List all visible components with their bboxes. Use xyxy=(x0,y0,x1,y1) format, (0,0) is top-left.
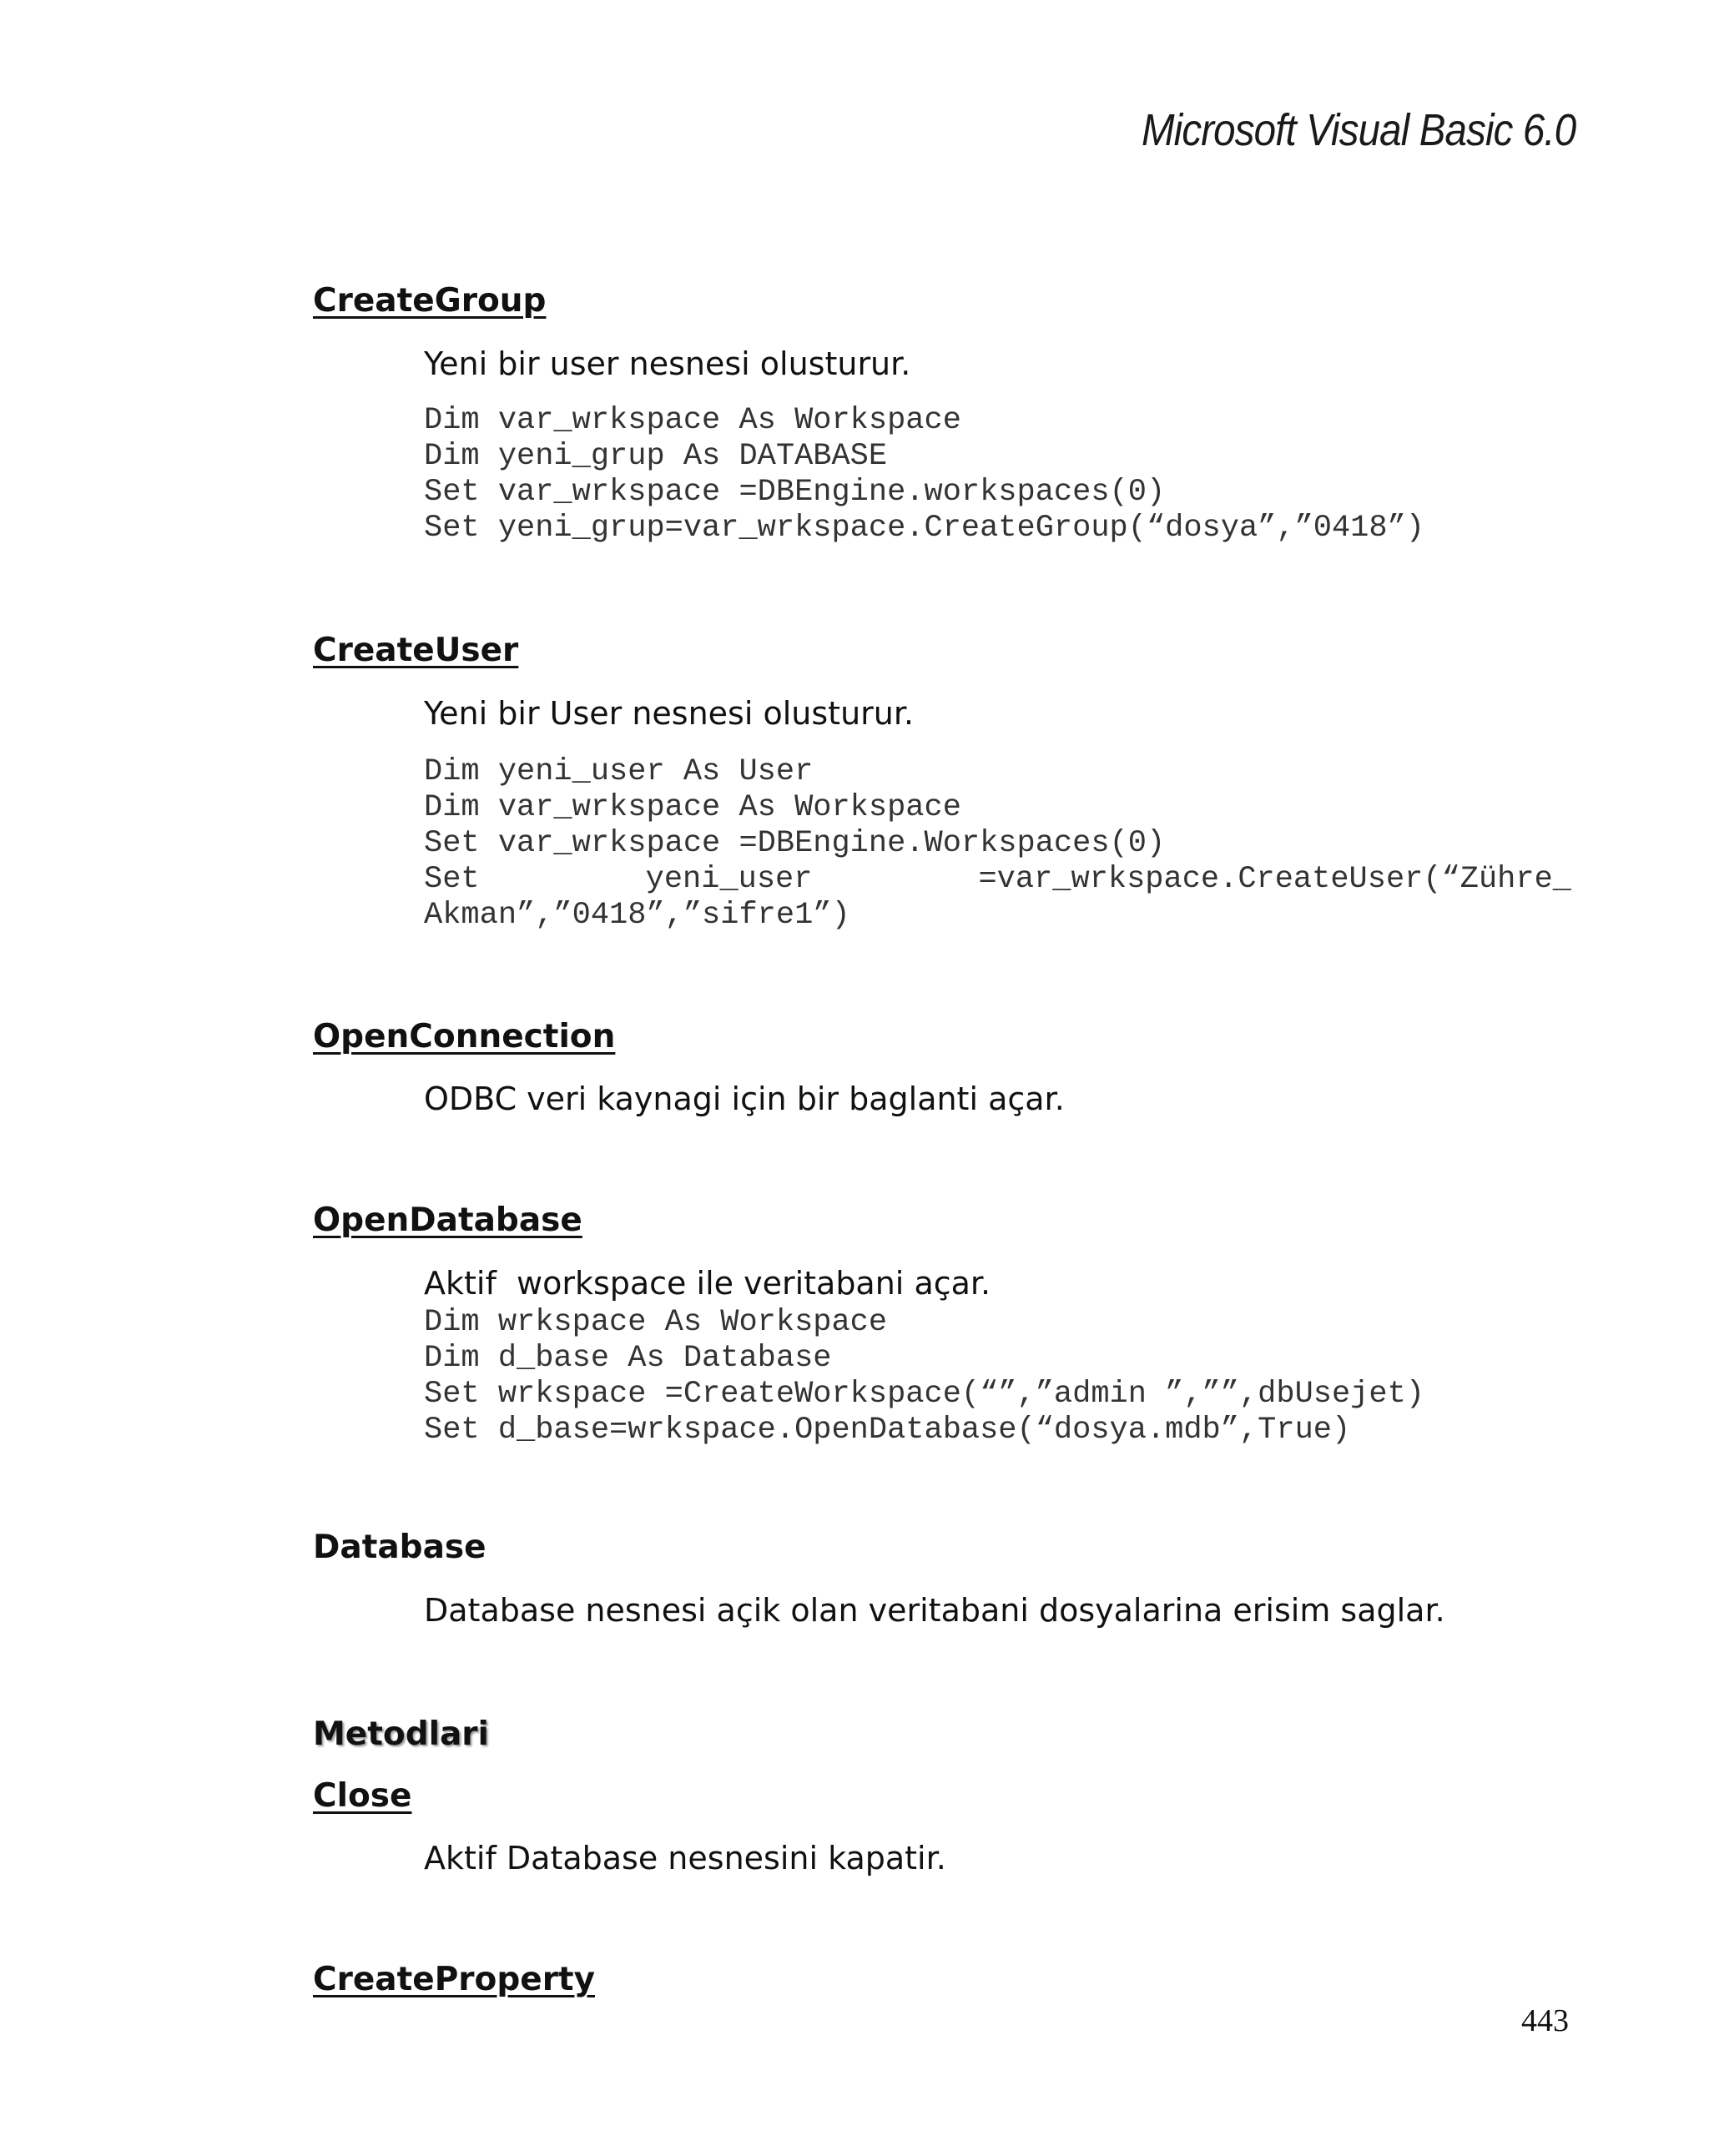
code-line: Dim wrkspace As Workspace xyxy=(424,1305,888,1340)
description-close: Aktif Database nesnesini kapatir. xyxy=(424,1840,946,1876)
heading-database: Database xyxy=(313,1529,486,1566)
code-line: Dim yeni_user As User xyxy=(424,754,814,789)
running-header: Microsoft Visual Basic 6.0 xyxy=(1141,105,1575,155)
description-creategroup: Yeni bir user nesnesi olusturur. xyxy=(424,345,911,382)
code-line: Dim yeni_grup As DATABASE xyxy=(424,439,888,474)
code-line: Dim d_base As Database xyxy=(424,1341,832,1376)
code-line: Akman”,”0418”,”sifre1”) xyxy=(424,898,850,933)
heading-opendatabase: OpenDatabase xyxy=(313,1201,582,1239)
code-token: yeni_user xyxy=(645,862,813,897)
code-line: Dim var_wrkspace As Workspace xyxy=(424,403,961,438)
description-opendatabase: Aktif workspace ile veritabani açar. xyxy=(424,1265,991,1302)
code-block-opendatabase xyxy=(424,1305,1424,1448)
page-number: 443 xyxy=(1521,2003,1569,2038)
code-line: Dim var_wrkspace As Workspace xyxy=(424,790,961,825)
code-line: Set var_wrkspace =DBEngine.Workspaces(0) xyxy=(424,826,1166,861)
heading-close: Close xyxy=(313,1777,412,1815)
code-token: =var_wrkspace.CreateUser(“Zühre_ xyxy=(978,862,1571,897)
heading-createproperty: CreateProperty xyxy=(313,1961,595,1998)
code-token: Set xyxy=(424,862,480,897)
heading-createuser: CreateUser xyxy=(313,632,519,669)
code-line: Set yeni_grup=var_wrkspace.CreateGroup(“dosya”,”0418”) xyxy=(424,511,1424,546)
description-database: Database nesnesi açik olan veritabani dosyalarina erisim saglar. xyxy=(424,1592,1445,1629)
code-block-creategroup xyxy=(424,403,1424,547)
description-openconnection: ODBC veri kaynagi için bir baglanti açar. xyxy=(424,1081,1065,1117)
description-createuser: Yeni bir User nesnesi olusturur. xyxy=(424,695,915,732)
code-line: Set var_wrkspace =DBEngine.workspaces(0) xyxy=(424,475,1166,510)
code-block-createuser xyxy=(424,754,1571,934)
code-line: Set d_base=wrkspace.OpenDatabase(“dosya.mdb”,True) xyxy=(424,1413,1351,1448)
heading-openconnection: OpenConnection xyxy=(313,1018,616,1055)
code-line: Set wrkspace =CreateWorkspace(“”,”admin ”,””,dbUsejet) xyxy=(424,1377,1424,1412)
code-line-justified xyxy=(424,862,1571,898)
heading-metodlari: Metodlari xyxy=(313,1715,489,1753)
heading-creategroup: CreateGroup xyxy=(313,282,547,320)
